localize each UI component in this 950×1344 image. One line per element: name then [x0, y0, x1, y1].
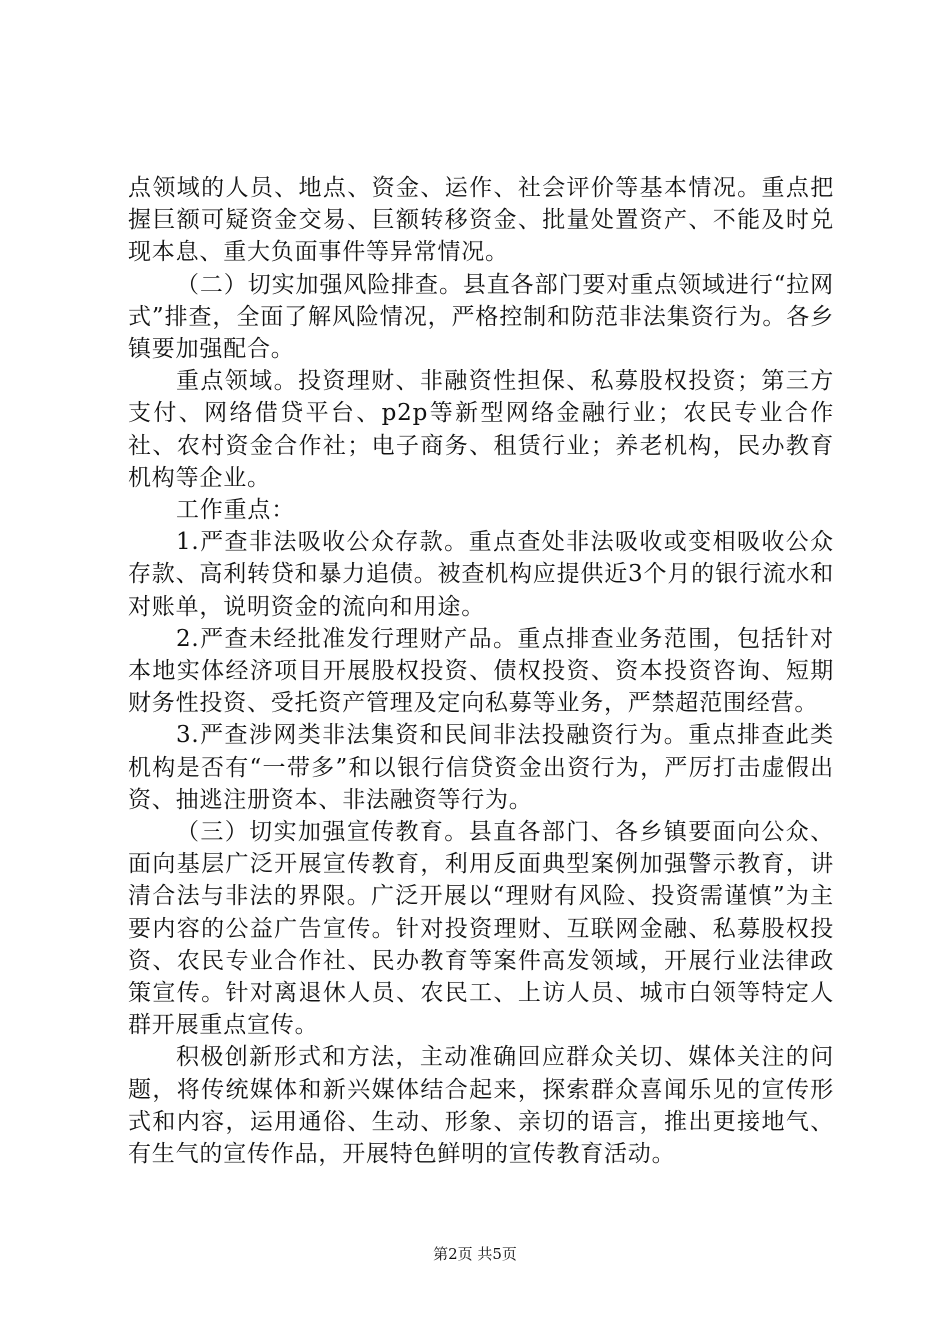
- paragraph-key-areas: 重点领域。投资理财、非融资性担保、私募股权投资；第三方支付、网络借贷平台、p2p等新型网络金融行业；农民专业合作社、农村资金合作社；电子商务、租赁行业；养老机构，民办教育机构等企业。: [128, 368, 834, 491]
- document-body: [128, 172, 834, 1170]
- paragraph-item-3: 3.严查涉网类非法集资和民间非法投融资行为。重点排查此类机构是否有“一带多”和以银行信贷资金出资行为，严厉打击虚假出资、抽逃注册资本、非法融资等行为。: [128, 722, 834, 813]
- paragraph-item-2: 2.严查未经批准发行理财产品。重点排查业务范围，包括针对本地实体经济项目开展股权投资、债权投资、资本投资咨询、短期财务性投资、受托资产管理及定向私募等业务，严禁超范围经营。: [128, 625, 834, 717]
- paragraph-innovation: 积极创新形式和方法，主动准确回应群众关切、媒体关注的问题，将传统媒体和新兴媒体结合起来，探索群众喜闻乐见的宣传形式和内容，运用通俗、生动、形象、亲切的语言，推出更接地气、有生气的宣传作品，开展特色鲜明的宣传教育活动。: [128, 1044, 834, 1168]
- paragraph-section-2-heading: （二）切实加强风险排查。县直各部门要对重点领域进行“拉网式”排查，全面了解风险情况，严格控制和防范非法集资行为。各乡镇要加强配合。: [128, 271, 834, 363]
- page-number-footer: 第2页 共5页: [433, 1245, 517, 1263]
- paragraph-continuation: 点领域的人员、地点、资金、运作、社会评价等基本情况。重点把握巨额可疑资金交易、巨额转移资金、批量处置资产、不能及时兑现本息、重大负面事件等异常情况。: [128, 175, 834, 266]
- paragraph-work-focus-label: 工作重点：: [176, 497, 295, 524]
- paragraph-item-1: 1.严查非法吸收公众存款。重点查处非法吸收或变相吸收公众存款、高利转贷和暴力追债。被查机构应提供近3个月的银行流水和对账单，说明资金的流向和用途。: [128, 529, 834, 620]
- paragraph-section-3-heading: （三）切实加强宣传教育。县直各部门、各乡镇要面向公众、面向基层广泛开展宣传教育，利用反面典型案例加强警示教育，讲清合法与非法的界限。广泛开展以“理财有风险、投资需谨慎”为主要内容的公益广告宣传。针对投资理财、互联网金融、私募股权投资、农民专业合作社、民办教育等案件高发领域，开展行业法律政策宣传。针对离退休人员、农民工、上访人员、城市白领等特定人群开展重点宣传。: [128, 819, 834, 1039]
